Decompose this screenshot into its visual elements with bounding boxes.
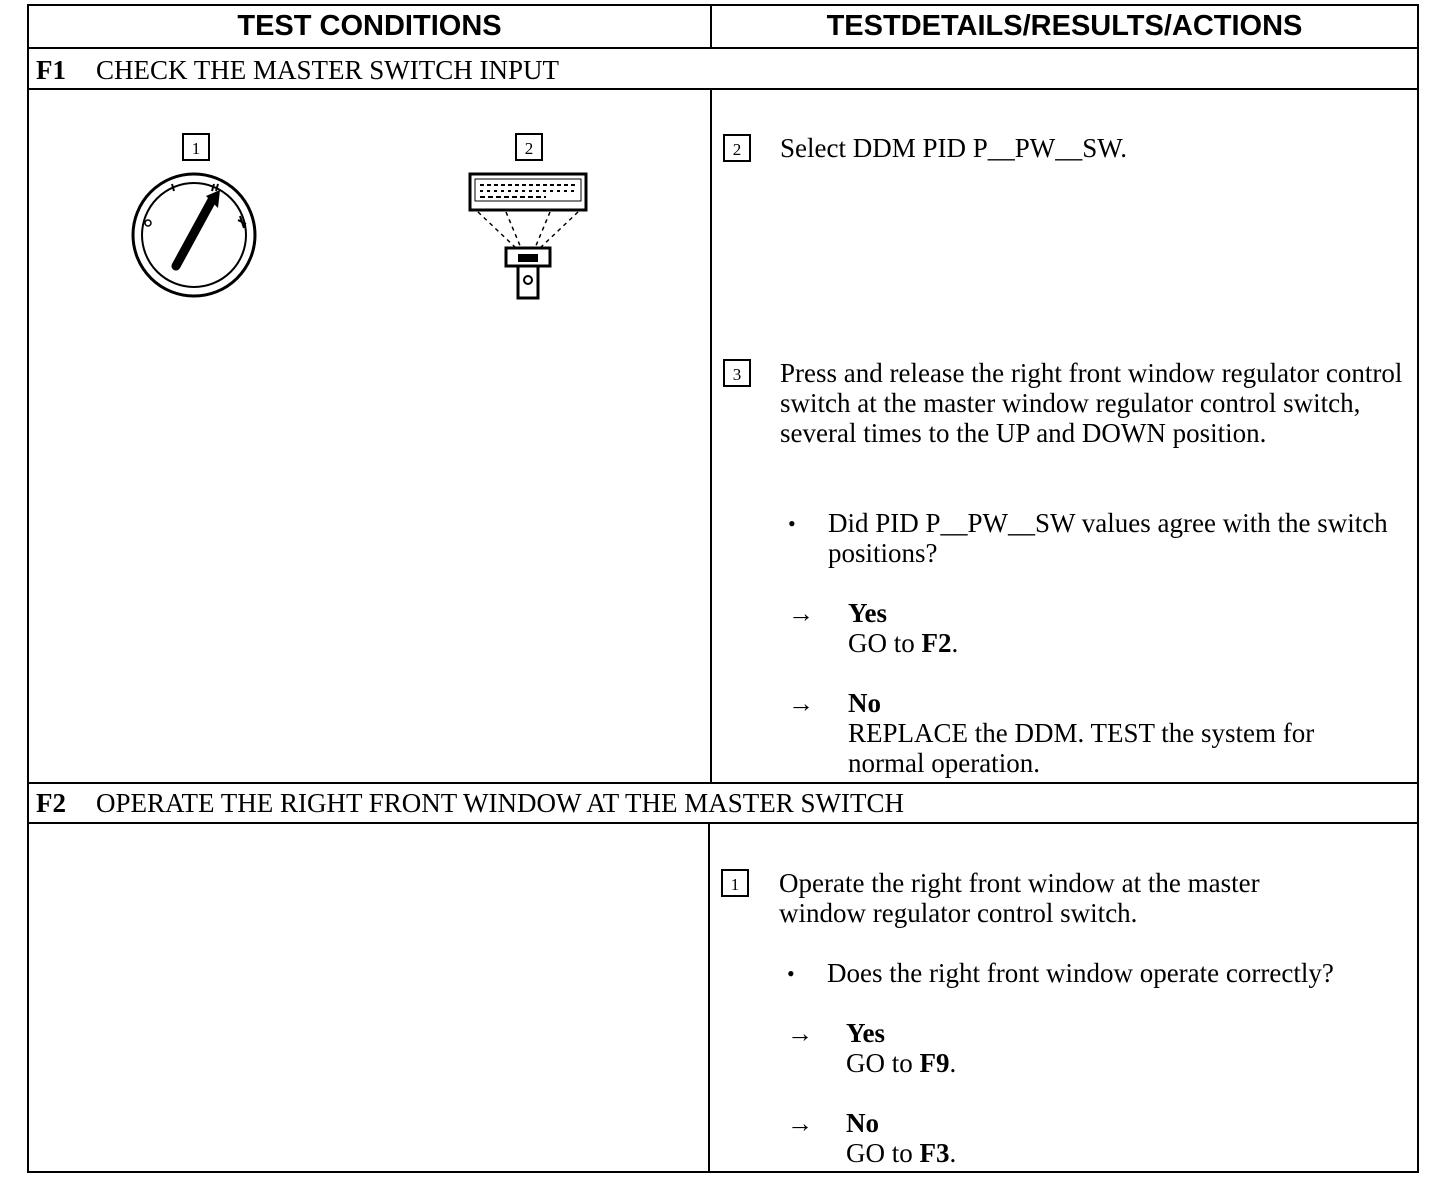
frame-right xyxy=(1417,4,1419,1172)
f2-title-divider xyxy=(27,822,1419,824)
f2-yes-arrow: → xyxy=(787,1019,813,1048)
f1-no-label: No xyxy=(848,688,881,718)
f1-section-title xyxy=(36,55,559,86)
f1-step-2-number: 2 xyxy=(723,134,751,162)
f2-yes-ref: F9 xyxy=(919,1048,950,1078)
f2-section-title xyxy=(36,788,904,819)
f1-yes-ref: F2 xyxy=(921,628,952,658)
f1-yes-action: GO to F2. xyxy=(848,628,959,658)
f2-no-arrow: → xyxy=(787,1109,813,1138)
f1-yes-arrow: → xyxy=(788,599,814,628)
header-test-conditions: TEST CONDITIONS xyxy=(237,10,502,42)
f1-id: F1 xyxy=(36,55,66,85)
f1-yes-label: Yes xyxy=(848,598,887,628)
frame-bottom xyxy=(27,1171,1419,1173)
f1-title-divider xyxy=(27,88,1419,90)
frame-top xyxy=(27,4,1419,6)
header-test-details: TESTDETAILS/RESULTS/ACTIONS xyxy=(826,10,1303,42)
f2-step-1-text: Operate the right front window at the master window regulator control switch. xyxy=(779,868,1260,928)
scan-tool-icon xyxy=(466,170,592,304)
f1-no-arrow: → xyxy=(788,689,814,718)
frame-left xyxy=(27,4,29,1172)
f1-title: CHECK THE MASTER SWITCH INPUT xyxy=(96,55,560,85)
f2-question-bullet: • xyxy=(787,961,795,986)
f2-step-1-number: 1 xyxy=(721,869,749,897)
f1-step-3-text: Press and release the right front window regulator control switch at the master window regulator control switch, several times to the UP and DOWN position. xyxy=(780,358,1403,448)
f1-step-3-number: 3 xyxy=(723,359,751,387)
f2-no-ref: F3 xyxy=(919,1138,950,1168)
f2-yes-action: GO to F9. xyxy=(846,1048,957,1078)
f2-question: Does the right front window operate correctly? xyxy=(827,958,1334,988)
header-divider xyxy=(27,47,1419,49)
callout-2: 2 xyxy=(515,133,543,161)
f2-no-answer xyxy=(846,1108,1386,1168)
f1-no-action: REPLACE the DDM. TEST the system for normal operation. xyxy=(848,718,1315,778)
callout-1: 1 xyxy=(182,133,210,161)
f2-column-divider xyxy=(708,822,710,1172)
f2-no-action: GO to F3. xyxy=(846,1138,957,1168)
f1-column-divider xyxy=(710,88,712,784)
f2-yes-answer xyxy=(846,1018,1386,1078)
f1-question-bullet: • xyxy=(788,511,796,536)
f2-top-divider xyxy=(27,782,1419,784)
f1-yes-answer xyxy=(848,598,1388,658)
ignition-switch-icon xyxy=(128,160,264,300)
f1-question: Did PID P__PW__SW values agree with the switch positions? xyxy=(828,508,1388,568)
f1-step-2-text: Select DDM PID P__PW__SW. xyxy=(780,133,1128,163)
f2-yes-label: Yes xyxy=(846,1018,885,1048)
f1-no-answer xyxy=(848,688,1388,778)
f2-id: F2 xyxy=(36,788,66,818)
f2-title: OPERATE THE RIGHT FRONT WINDOW AT THE MASTER SWITCH xyxy=(96,788,905,818)
f2-no-label: No xyxy=(846,1108,879,1138)
